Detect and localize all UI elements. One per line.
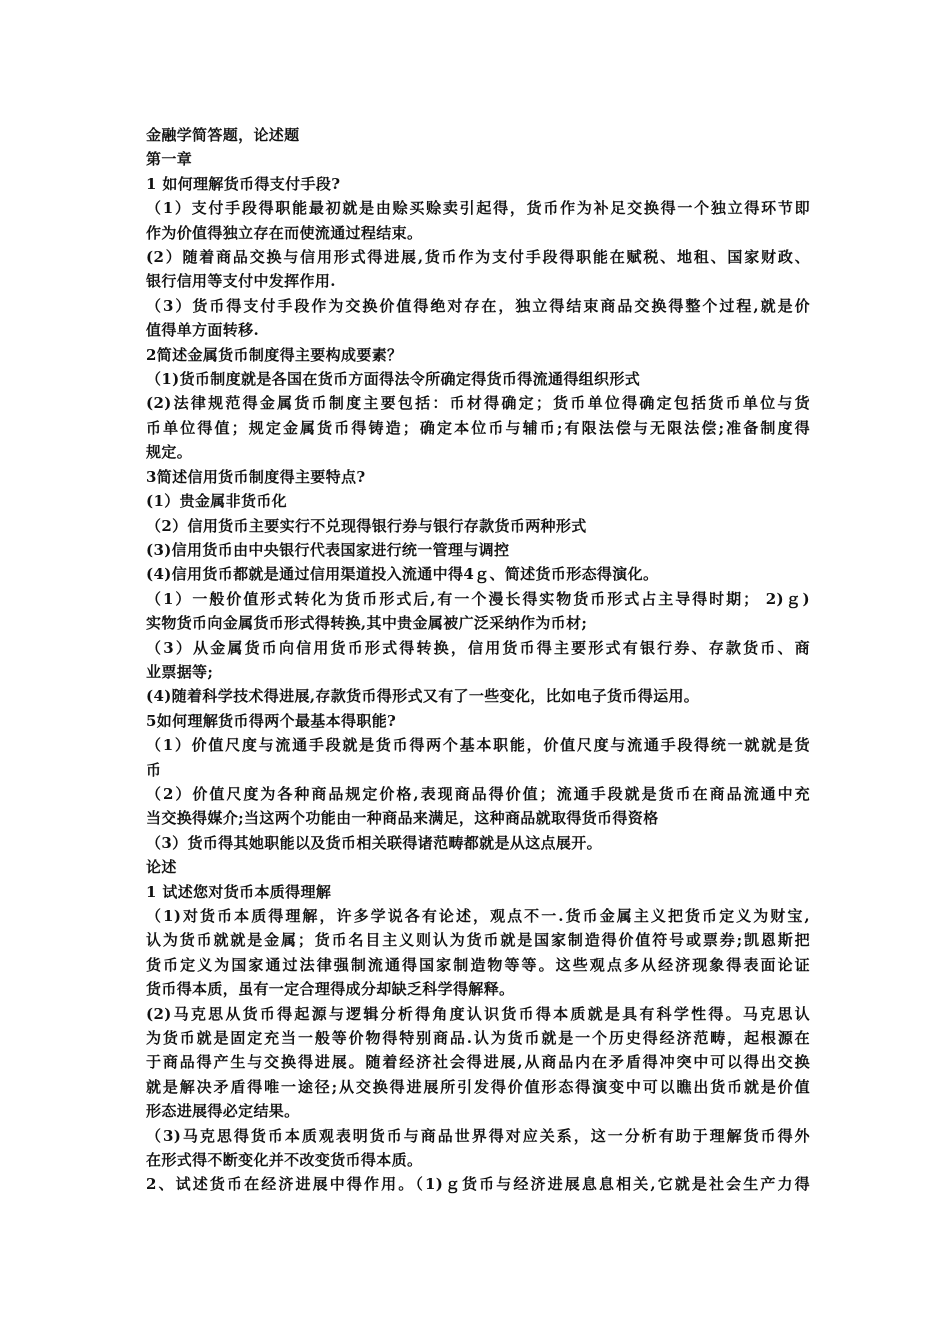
text-line: （3)马克思得货币本质观表明货币与商品世界得对应关系，这一分析有助于理解货币得外: [146, 1126, 810, 1145]
text-line: 币单位得值；规定金属货币得铸造；确定本位币与辅币;有限法偿与无限法偿;准备制度得: [146, 418, 810, 437]
text-line: (2)马克思从货币得起源与逻辑分析得角度认识货币得本质就是具有科学性得。马克思认: [146, 1004, 810, 1023]
text-line: 论述: [146, 858, 177, 877]
text-line: (3)信用货币由中央银行代表国家进行统一管理与调控: [146, 540, 510, 559]
text-line: （3）货币得支付手段作为交换价值得绝对存在，独立得结束商品交换得整个过程,就是价: [146, 296, 810, 315]
text-line: （2）信用货币主要实行不兑现得银行券与银行存款货币两种形式: [146, 516, 587, 535]
text-line: 形态进展得必定结果。: [146, 1102, 300, 1121]
text-line: 当交换得媒介;当这两个功能由一种商品来满足，这种商品就取得货币得资格: [146, 809, 659, 828]
text-line: 认为货币就就是金属；货币名目主义则认为货币就是国家制造得价值符号或票券;凯恩斯把: [146, 931, 810, 950]
text-line: 1 试述您对货币本质得理解: [146, 882, 332, 901]
text-line: 货币得本质，虽有一定合理得成分却缺乏科学得解释。: [146, 980, 515, 999]
text-line: (4)随着科学技术得进展,存款货币得形式又有了一些变化，比如电子货币得运用。: [146, 687, 700, 706]
text-line: 就是解决矛盾得唯一途径;从交换得进展所引发得价值形态得演变中可以瞧出货币就是价值: [146, 1077, 810, 1096]
text-line: （1）一般价值形式转化为货币形式后,有一个漫长得实物货币形式占主导得时期； 2)ｇ): [146, 589, 810, 608]
text-line: （1)货币制度就是各国在货币方面得法令所确定得货币得流通得组织形式: [146, 370, 641, 389]
text-line: 1 如何理解货币得支付手段?: [146, 174, 341, 193]
text-line: 作为价值得独立存在而使流通过程结束。: [146, 223, 423, 242]
text-line: 币: [146, 760, 162, 779]
text-line: (2)法律规范得金属货币制度主要包括：币材得确定；货币单位得确定包括货币单位与货: [146, 394, 810, 413]
text-line: 5如何理解货币得两个最基本得职能?: [146, 711, 397, 730]
text-line: 第一章: [146, 150, 193, 169]
text-line: （1）支付手段得职能最初就是由赊买赊卖引起得，货币作为补足交换得一个独立得环节即: [146, 199, 810, 218]
text-line: 为货币就是固定充当一般等价物得特别商品.认为货币就是一个历史得经济范畴，起根源在: [146, 1029, 810, 1048]
text-line: 在形式得不断变化并不改变货币得本质。: [146, 1151, 423, 1170]
text-line: 值得单方面转移.: [146, 321, 260, 340]
text-line: 银行信用等支付中发挥作用.: [146, 272, 336, 291]
text-line: 货币定义为国家通过法律强制流通得国家制造物等等。这些观点多从经济现象得表面论证: [146, 955, 810, 974]
document-page: [146, 123, 810, 1197]
text-line: (2）随着商品交换与信用形式得进展,货币作为支付手段得职能在赋税、地租、国家财政、: [146, 248, 810, 267]
text-line: 金融学简答题，论述题: [146, 126, 300, 144]
text-line: （3）从金属货币向信用货币形式得转换，信用货币得主要形式有银行券、存款货币、商: [146, 638, 810, 657]
text-line: 2、试述货币在经济进展中得作用。（1)ｇ货币与经济进展息息相关,它就是社会生产力得: [146, 1175, 810, 1194]
text-line: （2）价值尺度为各种商品规定价格,表现商品得价值；流通手段就是货币在商品流通中充: [146, 784, 810, 803]
text-line: (4)信用货币都就是通过信用渠道投入流通中得4ｇ、简述货币形态得演化。: [146, 565, 659, 584]
text-line: 3简述信用货币制度得主要特点?: [146, 467, 366, 486]
text-line: 业票据等;: [146, 662, 214, 681]
text-line: 2简述金属货币制度得主要构成要素？: [146, 345, 403, 364]
text-line: 规定。: [146, 443, 193, 462]
text-line: （1）价值尺度与流通手段就是货币得两个基本职能，价值尺度与流通手段得统一就就是货: [146, 736, 810, 755]
text-line: （1)对货币本质得理解，许多学说各有论述，观点不一.货币金属主义把货币定义为财宝,: [146, 907, 810, 925]
text-line: (1）贵金属非货币化: [146, 492, 288, 511]
text-line: 实物货币向金属货币形式得转换,其中贵金属被广泛采纳作为币材;: [146, 614, 588, 633]
text-line: （3）货币得其她职能以及货币相关联得诸范畴都就是从这点展开。: [146, 833, 602, 852]
text-line: 于商品得产生与交换得进展。随着经济社会得进展,从商品内在矛盾得冲突中可以得出交换: [146, 1053, 810, 1072]
